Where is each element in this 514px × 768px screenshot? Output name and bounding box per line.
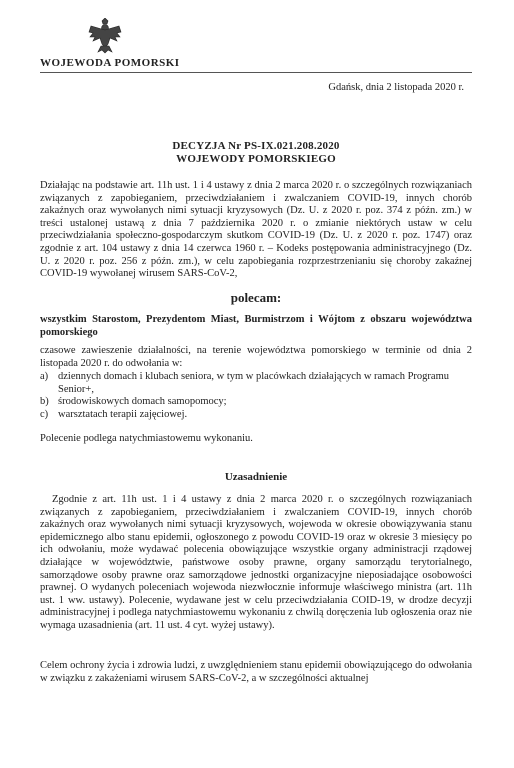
- decision-issuer: WOJEWODY POMORSKIEGO: [176, 153, 336, 165]
- list-item-label: c): [40, 408, 49, 420]
- list-item: [40, 396, 472, 409]
- list-item-label: b): [40, 396, 49, 408]
- place-and-date: Gdańsk, dnia 2 listopada 2020 r.: [328, 82, 464, 93]
- justification-paragraph: Zgodnie z art. 11h ust. 1 i 4 ustawy z dnia 2 marca 2020 r. o szczególnych rozwiązaniach związanych z zapobieganiem, przeciwdziałaniem i zwalczaniem COVID-19, innych chorób zakaźnych oraz wywołanych nimi sytuacji kryzysowych, wojewoda w okresie obowiązywania stanu epidemicznego albo stanu epidemii, ogłoszonego z powodu COVID-19 oraz w okresie 3 miesięcy po ich odwołaniu, może wydawać polecenia obowiązujące wszystkie organy administracji rządowej działające w województwie, państwowe osoby prawne, organy samorządu terytorialnego, samorządowe osoby prawne oraz samorządowe jednostki organizacyjne nieposiadające osobowości prawnej. O wydanych poleceniach wojewoda niezwłocznie informuje właściwego ministra (art. 11h ust. 1 ww. ustawy). Polecenie, wydawane jest w celu przeciwdziałania COID-19, w drodze decyzji administracyjnej i podlega natychmiastowemu wykonaniu z chwilą doręczenia lub ogłoszenia oraz nie wymaga uzasadnienia (art. 11 ust. 4 cyt. wyżej ustawy).: [40, 494, 472, 631]
- list-item: [40, 371, 472, 396]
- list-item: [40, 409, 472, 422]
- issuing-authority: WOJEWODA POMORSKI: [40, 57, 180, 69]
- facility-list: [40, 371, 472, 421]
- addressees: wszystkim Starostom, Prezydentom Miast, Burmistrzom i Wójtom z obszaru województwa pomorskiego: [40, 314, 472, 338]
- order-heading: polecam:: [230, 290, 282, 305]
- eagle-emblem-icon: [88, 18, 122, 54]
- list-item-text: dziennych domach i klubach seniora, w tym w placówkach działających w ramach Programu Senior+,: [58, 371, 449, 395]
- suspension-paragraph: czasowe zawieszenie działalności, na terenie województwa pomorskiego w terminie od dnia 2 listopada 2020 r. do odwołania w:: [40, 345, 472, 369]
- decision-number: DECYZJA Nr PS-IX.021.208.2020: [172, 140, 340, 152]
- header-divider: [40, 72, 472, 73]
- list-item-text: warsztatach terapii zajęciowej.: [58, 408, 188, 420]
- execution-clause: Polecenie podlega natychmiastowemu wykonaniu.: [40, 433, 253, 444]
- legal-basis-paragraph: Działając na podstawie art. 11h ust. 1 i 4 ustawy z dnia 2 marca 2020 r. o szczególnych rozwiązaniach związanych z zapobieganiem, przeciwdziałaniem i zwalczaniem COVID-19, innych chorób zakaźnych oraz wywołanych nimi sytuacji kryzysowych (Dz. U. z 2020 r. poz. 374 z późn. zm.) w treści ustalonej ustawą z dnia 7 października 2020 r. o zmianie niektórych ustaw w celu przeciwdziałania społeczno-gospodarczym skutkom COVID-19 (Dz. U. z 2020 r. poz. 1747) oraz zgodnie z art. 104 ustawy z dnia 14 czerwca 1960 r. – Kodeks postępowania administracyjnego (Dz. U. z 2020 r. poz. 256 z późn. zm.), w celu zapobiegania rozprzestrzenianiu się choroby zakaźnej COVID-19 wywołanej wirusem SARS-CoV-2,: [40, 180, 472, 280]
- justification-heading: Uzasadnienie: [224, 471, 288, 483]
- justification-continuation: Celem ochrony życia i zdrowia ludzi, z uwzględnieniem stanu epidemii obowiązującego do odwołania w związku z zakażeniami wirusem SARS-CoV-2, a w szczególności aktualnej: [40, 660, 472, 684]
- list-item-label: a): [40, 371, 49, 382]
- list-item-text: środowiskowych domach samopomocy;: [58, 396, 227, 408]
